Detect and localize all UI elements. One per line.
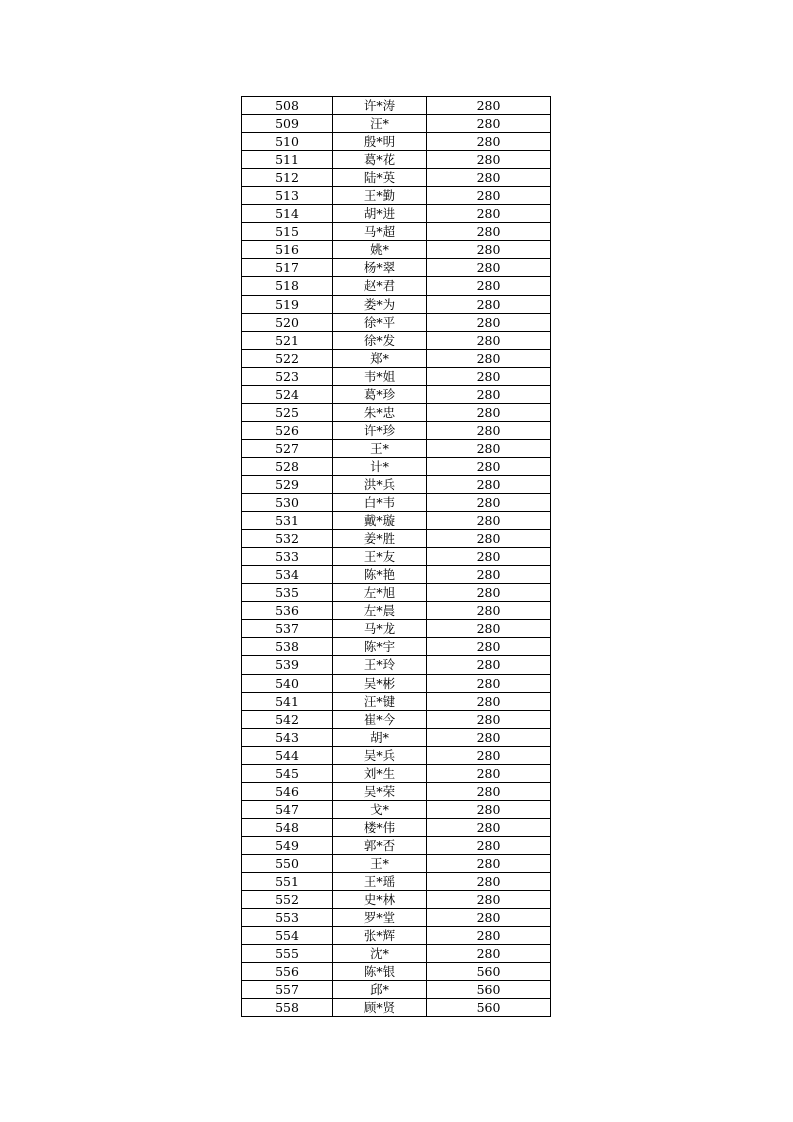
table-row: [242, 873, 551, 891]
amount-cell: 280: [427, 295, 551, 313]
name-cell: 吴*兵: [333, 746, 427, 764]
row-number-cell: 549: [242, 836, 333, 854]
amount-cell: 280: [427, 223, 551, 241]
table-row: [242, 133, 551, 151]
table-row: [242, 764, 551, 782]
row-number-cell: 513: [242, 187, 333, 205]
row-number-cell: 509: [242, 115, 333, 133]
row-number-cell: 541: [242, 692, 333, 710]
row-number-cell: 516: [242, 241, 333, 259]
row-number-cell: 558: [242, 999, 333, 1017]
row-number-cell: 553: [242, 909, 333, 927]
table-row: [242, 367, 551, 385]
table-row: [242, 187, 551, 205]
table-row: [242, 782, 551, 800]
table-row: [242, 584, 551, 602]
amount-cell: 280: [427, 674, 551, 692]
name-cell: 陆*英: [333, 169, 427, 187]
table-row: [242, 638, 551, 656]
amount-cell: 280: [427, 331, 551, 349]
table-row: [242, 205, 551, 223]
name-cell: 张*辉: [333, 927, 427, 945]
name-cell: 许*珍: [333, 421, 427, 439]
name-cell: 吴*彬: [333, 674, 427, 692]
amount-cell: 280: [427, 602, 551, 620]
row-number-cell: 548: [242, 818, 333, 836]
amount-cell: 280: [427, 692, 551, 710]
name-cell: 马*超: [333, 223, 427, 241]
amount-cell: 280: [427, 367, 551, 385]
amount-cell: 280: [427, 439, 551, 457]
amount-cell: 280: [427, 620, 551, 638]
row-number-cell: 522: [242, 349, 333, 367]
table-row: [242, 241, 551, 259]
row-number-cell: 550: [242, 854, 333, 872]
name-cell: 计*: [333, 457, 427, 475]
table-row: [242, 403, 551, 421]
amount-cell: 280: [427, 728, 551, 746]
name-cell: 王*勤: [333, 187, 427, 205]
name-cell: 沈*: [333, 945, 427, 963]
amount-cell: 280: [427, 566, 551, 584]
amount-cell: 280: [427, 782, 551, 800]
name-cell: 王*: [333, 854, 427, 872]
row-number-cell: 518: [242, 277, 333, 295]
row-number-cell: 519: [242, 295, 333, 313]
name-cell: 汪*键: [333, 692, 427, 710]
name-cell: 洪*兵: [333, 475, 427, 493]
row-number-cell: 555: [242, 945, 333, 963]
table-row: [242, 620, 551, 638]
table-row: [242, 421, 551, 439]
row-number-cell: 530: [242, 494, 333, 512]
amount-cell: 280: [427, 205, 551, 223]
name-cell: 郭*否: [333, 836, 427, 854]
name-cell: 陈*宇: [333, 638, 427, 656]
amount-cell: 280: [427, 457, 551, 475]
name-cell: 姚*: [333, 241, 427, 259]
table-row: [242, 927, 551, 945]
amount-cell: 280: [427, 512, 551, 530]
amount-cell: 280: [427, 349, 551, 367]
table-row: [242, 728, 551, 746]
table-row: [242, 494, 551, 512]
amount-cell: 280: [427, 494, 551, 512]
table-row: [242, 115, 551, 133]
name-cell: 殷*明: [333, 133, 427, 151]
row-number-cell: 520: [242, 313, 333, 331]
amount-cell: 280: [427, 584, 551, 602]
row-number-cell: 534: [242, 566, 333, 584]
table-row: [242, 385, 551, 403]
amount-cell: 280: [427, 151, 551, 169]
name-cell: 崔*今: [333, 710, 427, 728]
table-row: [242, 800, 551, 818]
table-body: [242, 97, 551, 1017]
name-cell: 徐*平: [333, 313, 427, 331]
name-cell: 罗*堂: [333, 909, 427, 927]
row-number-cell: 528: [242, 457, 333, 475]
table-row: [242, 999, 551, 1017]
row-number-cell: 539: [242, 656, 333, 674]
amount-cell: 280: [427, 873, 551, 891]
table-row: [242, 674, 551, 692]
table-row: [242, 836, 551, 854]
amount-cell: 280: [427, 187, 551, 205]
row-number-cell: 543: [242, 728, 333, 746]
table-row: [242, 530, 551, 548]
name-cell: 姜*胜: [333, 530, 427, 548]
amount-cell: 280: [427, 475, 551, 493]
table-row: [242, 891, 551, 909]
row-number-cell: 542: [242, 710, 333, 728]
row-number-cell: 517: [242, 259, 333, 277]
table-row: [242, 981, 551, 999]
row-number-cell: 510: [242, 133, 333, 151]
row-number-cell: 532: [242, 530, 333, 548]
amount-cell: 280: [427, 385, 551, 403]
amount-cell: 280: [427, 277, 551, 295]
amount-cell: 280: [427, 945, 551, 963]
name-cell: 左*旭: [333, 584, 427, 602]
table-row: [242, 656, 551, 674]
row-number-cell: 531: [242, 512, 333, 530]
table-row: [242, 566, 551, 584]
amount-cell: 280: [427, 241, 551, 259]
amount-cell: 280: [427, 169, 551, 187]
name-cell: 娄*为: [333, 295, 427, 313]
name-cell: 刘*生: [333, 764, 427, 782]
amount-cell: 280: [427, 927, 551, 945]
table-row: [242, 710, 551, 728]
amount-cell: 280: [427, 836, 551, 854]
table-row: [242, 818, 551, 836]
amount-cell: 280: [427, 133, 551, 151]
table-row: [242, 277, 551, 295]
name-cell: 楼*伟: [333, 818, 427, 836]
name-cell: 王*瑶: [333, 873, 427, 891]
table-row: [242, 313, 551, 331]
name-cell: 戴*璇: [333, 512, 427, 530]
amount-cell: 280: [427, 548, 551, 566]
amount-cell: 280: [427, 891, 551, 909]
amount-cell: 560: [427, 981, 551, 999]
table-row: [242, 169, 551, 187]
table-row: [242, 475, 551, 493]
table-row: [242, 909, 551, 927]
row-number-cell: 536: [242, 602, 333, 620]
table-row: [242, 349, 551, 367]
amount-cell: 280: [427, 403, 551, 421]
amount-cell: 280: [427, 746, 551, 764]
name-cell: 左*晨: [333, 602, 427, 620]
row-number-cell: 554: [242, 927, 333, 945]
row-number-cell: 526: [242, 421, 333, 439]
name-cell: 郑*: [333, 349, 427, 367]
amount-cell: 280: [427, 638, 551, 656]
row-number-cell: 535: [242, 584, 333, 602]
row-number-cell: 557: [242, 981, 333, 999]
name-cell: 葛*珍: [333, 385, 427, 403]
name-cell: 王*: [333, 439, 427, 457]
amount-cell: 280: [427, 909, 551, 927]
amount-cell: 280: [427, 764, 551, 782]
name-cell: 白*韦: [333, 494, 427, 512]
name-cell: 汪*: [333, 115, 427, 133]
amount-cell: 280: [427, 854, 551, 872]
table-row: [242, 746, 551, 764]
row-number-cell: 540: [242, 674, 333, 692]
name-cell: 陈*银: [333, 963, 427, 981]
amount-cell: 280: [427, 656, 551, 674]
table-row: [242, 223, 551, 241]
row-number-cell: 529: [242, 475, 333, 493]
table-row: [242, 295, 551, 313]
row-number-cell: 546: [242, 782, 333, 800]
name-cell: 马*龙: [333, 620, 427, 638]
name-cell: 许*涛: [333, 97, 427, 115]
row-number-cell: 537: [242, 620, 333, 638]
name-cell: 赵*君: [333, 277, 427, 295]
name-cell: 葛*花: [333, 151, 427, 169]
table-row: [242, 259, 551, 277]
row-number-cell: 512: [242, 169, 333, 187]
name-cell: 顾*贤: [333, 999, 427, 1017]
table-row: [242, 331, 551, 349]
amount-cell: 280: [427, 115, 551, 133]
name-cell: 朱*忠: [333, 403, 427, 421]
name-cell: 王*玲: [333, 656, 427, 674]
amount-cell: 560: [427, 963, 551, 981]
name-cell: 戈*: [333, 800, 427, 818]
name-cell: 杨*翠: [333, 259, 427, 277]
table-row: [242, 854, 551, 872]
row-number-cell: 514: [242, 205, 333, 223]
amount-cell: 280: [427, 818, 551, 836]
row-number-cell: 552: [242, 891, 333, 909]
row-number-cell: 523: [242, 367, 333, 385]
table-row: [242, 439, 551, 457]
name-cell: 陈*艳: [333, 566, 427, 584]
amount-cell: 560: [427, 999, 551, 1017]
table-row: [242, 963, 551, 981]
row-number-cell: 525: [242, 403, 333, 421]
table-row: [242, 602, 551, 620]
name-cell: 邱*: [333, 981, 427, 999]
row-number-cell: 533: [242, 548, 333, 566]
name-cell: 王*友: [333, 548, 427, 566]
table-row: [242, 512, 551, 530]
row-number-cell: 544: [242, 746, 333, 764]
name-cell: 徐*发: [333, 331, 427, 349]
amount-cell: 280: [427, 97, 551, 115]
name-cell: 韦*姐: [333, 367, 427, 385]
table-row: [242, 548, 551, 566]
table-row: [242, 457, 551, 475]
row-number-cell: 545: [242, 764, 333, 782]
row-number-cell: 524: [242, 385, 333, 403]
amount-cell: 280: [427, 800, 551, 818]
name-cell: 胡*: [333, 728, 427, 746]
table-row: [242, 945, 551, 963]
row-number-cell: 511: [242, 151, 333, 169]
row-number-cell: 547: [242, 800, 333, 818]
row-number-cell: 551: [242, 873, 333, 891]
name-cell: 胡*进: [333, 205, 427, 223]
row-number-cell: 508: [242, 97, 333, 115]
table-row: [242, 97, 551, 115]
row-number-cell: 521: [242, 331, 333, 349]
table-row: [242, 692, 551, 710]
name-cell: 吴*荣: [333, 782, 427, 800]
amount-cell: 280: [427, 313, 551, 331]
name-cell: 史*林: [333, 891, 427, 909]
row-number-cell: 538: [242, 638, 333, 656]
row-number-cell: 515: [242, 223, 333, 241]
row-number-cell: 527: [242, 439, 333, 457]
amount-cell: 280: [427, 421, 551, 439]
recipient-table: [241, 96, 551, 1017]
amount-cell: 280: [427, 259, 551, 277]
table-row: [242, 151, 551, 169]
amount-cell: 280: [427, 530, 551, 548]
amount-cell: 280: [427, 710, 551, 728]
row-number-cell: 556: [242, 963, 333, 981]
